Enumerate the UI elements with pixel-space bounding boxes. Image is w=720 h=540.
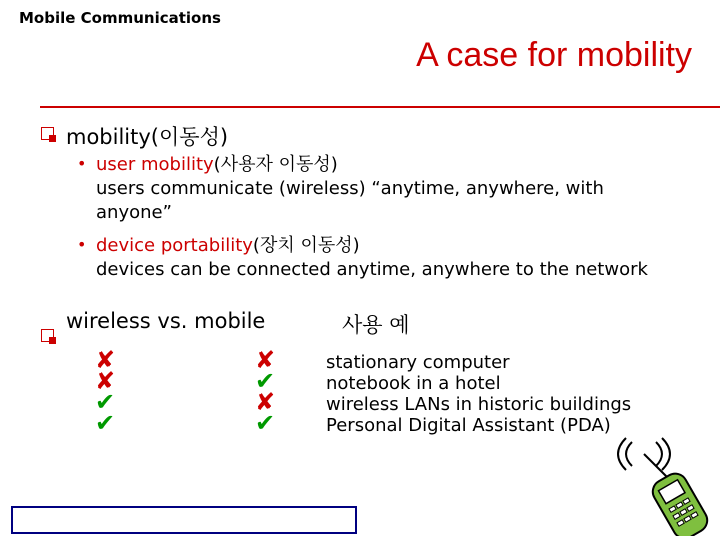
- mobile-phone-icon: [612, 436, 716, 536]
- device-portability-term: device portability: [96, 235, 253, 256]
- check-icon: ✔: [95, 409, 116, 437]
- q-bullet-icon: [41, 329, 54, 342]
- cross-icon: ✘: [255, 388, 276, 416]
- check-icon: ✔: [95, 388, 116, 416]
- bullet-wireless-vs-mobile: wireless vs. mobile: [66, 309, 266, 333]
- q-bullet-icon: [41, 127, 54, 140]
- user-mobility-desc-1: users communicate (wireless) “anytime, anywhere, with: [96, 178, 604, 199]
- user-mobility-item: [96, 153, 604, 225]
- wireless-column: [95, 346, 116, 437]
- header-text: Mobile Communications: [19, 9, 221, 27]
- cross-icon: ✘: [255, 346, 276, 374]
- user-mobility-suffix: (사용자 이동성): [213, 154, 338, 175]
- bullet-dot-icon: •: [77, 154, 87, 173]
- mobile-column: [255, 346, 276, 437]
- examples-list: [326, 352, 631, 436]
- example-item: stationary computer: [326, 352, 510, 373]
- user-mobility-desc-2: anyone”: [96, 202, 172, 223]
- device-portability-desc: devices can be connected anytime, anywhere to the network: [96, 259, 648, 280]
- example-item: Personal Digital Assistant (PDA): [326, 415, 611, 436]
- cross-icon: ✘: [95, 367, 116, 395]
- user-mobility-term: user mobility: [96, 154, 214, 175]
- check-icon: ✔: [255, 367, 276, 395]
- slide-title: A case for mobility: [416, 36, 692, 74]
- example-item: notebook in a hotel: [326, 373, 501, 394]
- cross-icon: ✘: [95, 346, 116, 374]
- examples-label: 사용 예: [342, 313, 410, 337]
- bullet-dot-icon: •: [77, 235, 87, 254]
- check-icon: ✔: [255, 409, 276, 437]
- title-divider: [40, 106, 720, 108]
- example-item: wireless LANs in historic buildings: [326, 394, 632, 415]
- device-portability-item: [96, 234, 648, 282]
- footer-box: [11, 506, 357, 534]
- bullet-mobility: mobility(이동성): [66, 125, 229, 149]
- device-portability-suffix: (장치 이동성): [252, 235, 360, 256]
